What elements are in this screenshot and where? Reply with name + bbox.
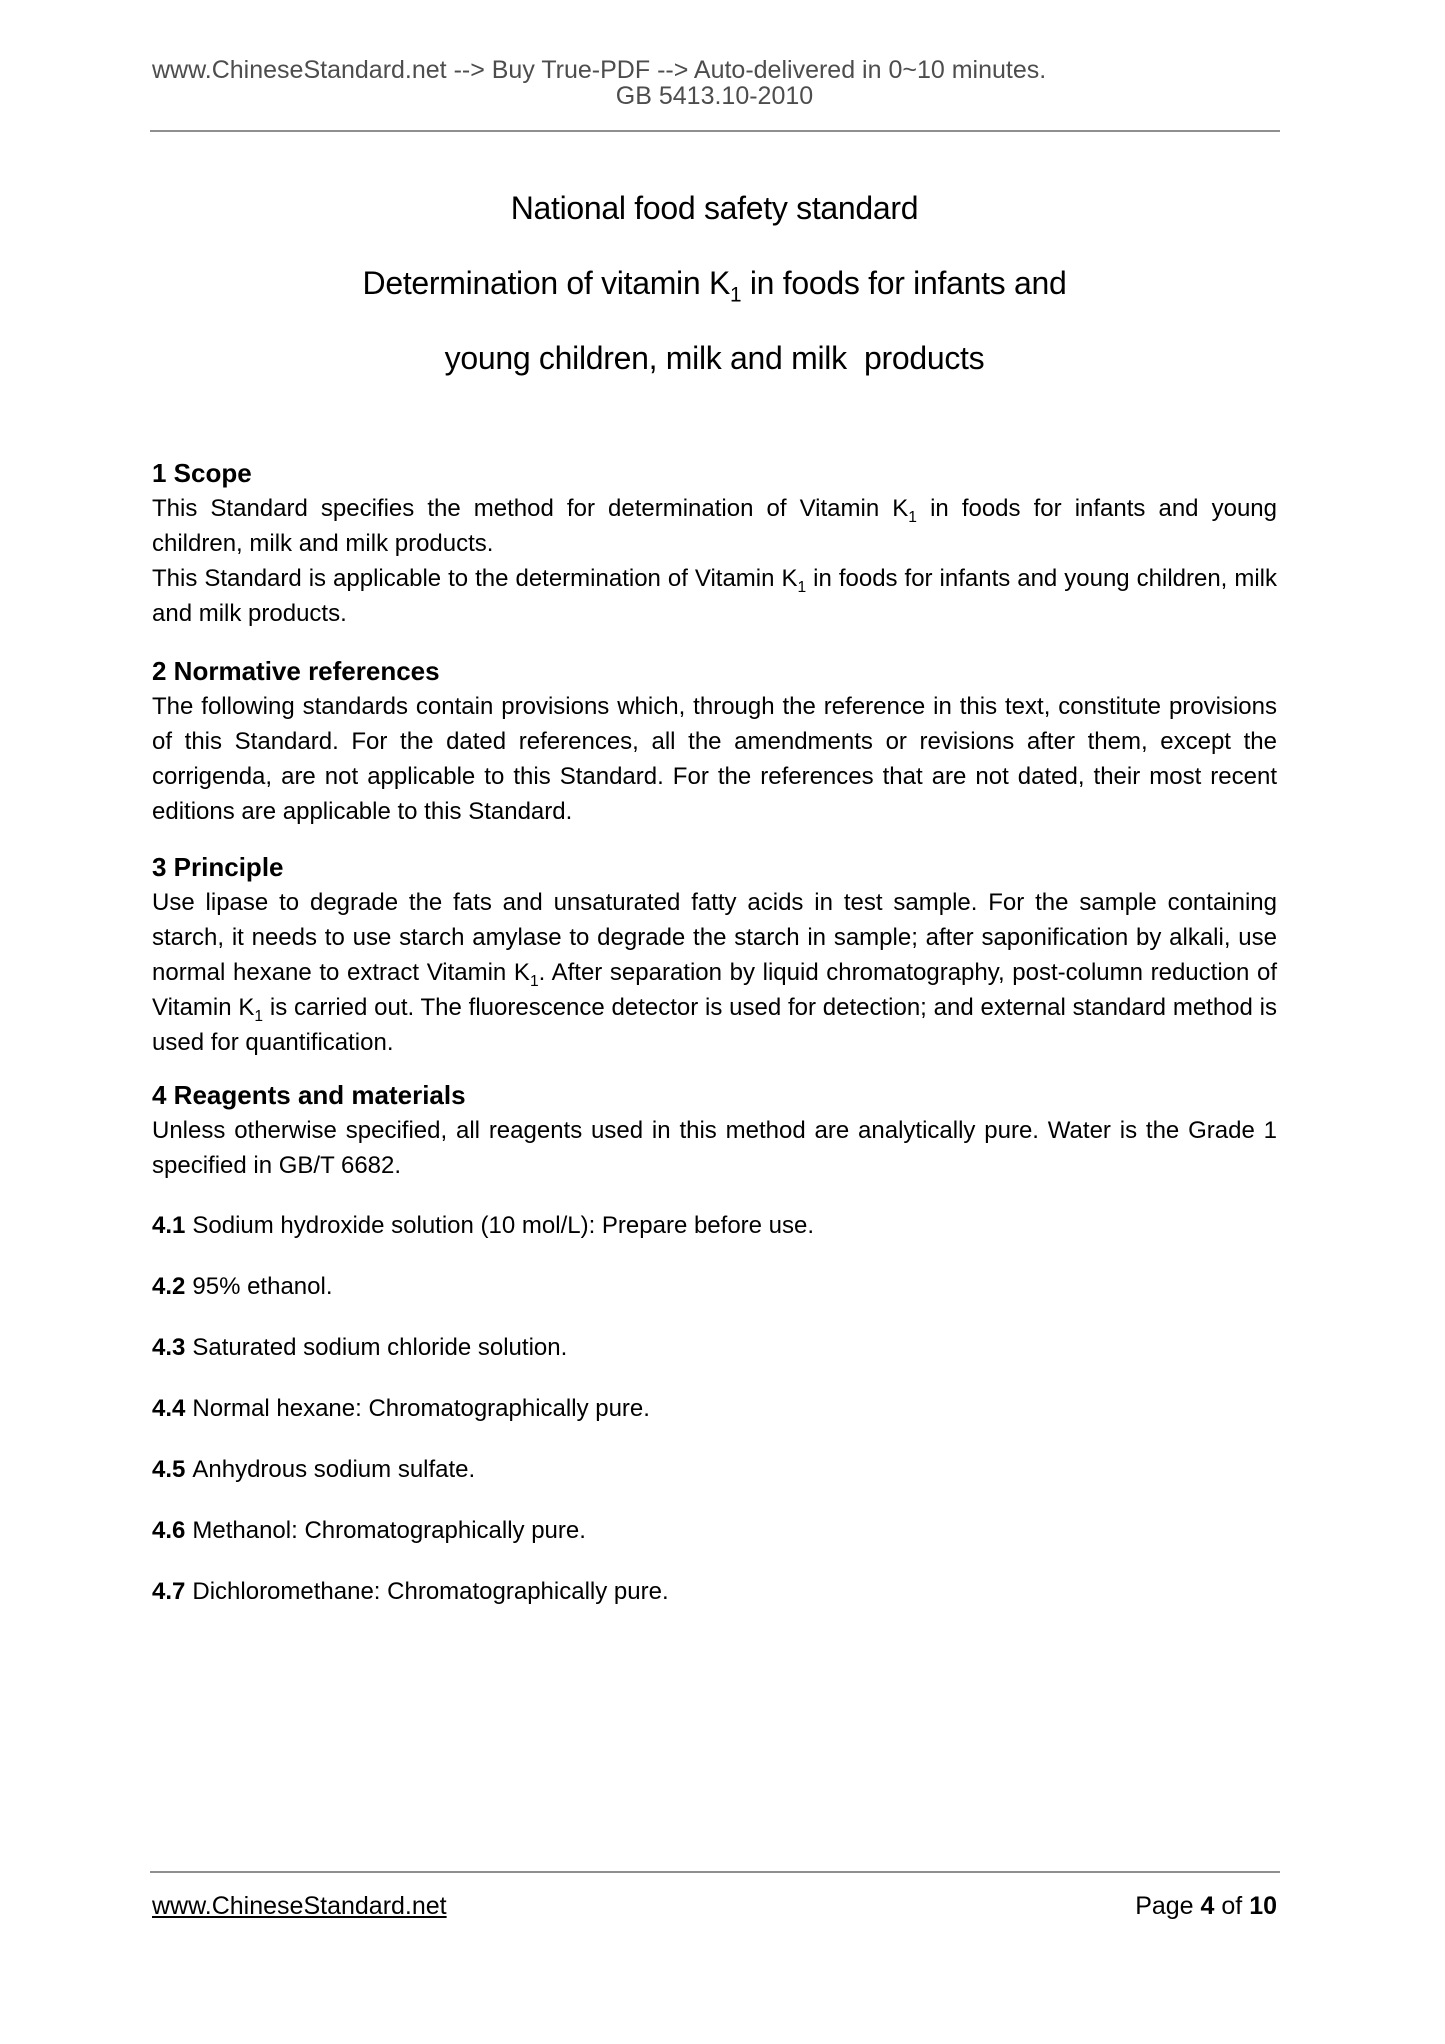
section-heading-reagents: 4 Reagents and materials	[152, 1080, 466, 1110]
document-title	[152, 186, 1277, 380]
title-line-2: Determination of vitamin $K_1$ in foods for infants and	[362, 265, 1067, 307]
reagent-item	[152, 1513, 1277, 1549]
header-standard-code: GB 5413.10-2010	[615, 82, 814, 110]
reagent-item-number: 4.4	[152, 1395, 186, 1422]
section-heading-principle: 3 Principle	[152, 852, 284, 882]
reagent-item-number: 4.2	[152, 1273, 186, 1300]
reagent-item	[152, 1208, 1277, 1244]
reagent-item	[152, 1574, 1277, 1610]
reagent-item-text: Sodium hydroxide solution (10 mol/L): Prepare before use.	[192, 1212, 815, 1239]
reagent-item-text: Normal hexane: Chromatographically pure.	[192, 1395, 650, 1422]
section-heading-normative-references: 2 Normative references	[152, 656, 440, 686]
scope-paragraph-1: This Standard specifies the method for determination of Vitamin $K_1$ in foods for infants and young children, milk and milk products.	[152, 495, 1277, 557]
header-promo-text: www.ChineseStandard.net --> Buy True-PDF --> Auto-delivered in 0~10 minutes.	[152, 56, 1047, 84]
scope-paragraph-2: This Standard is applicable to the determination of Vitamin $K_1$ in foods for infants and young children, milk and milk products.	[152, 565, 1277, 627]
reagent-item-text: Dichloromethane: Chromatographically pure.	[192, 1578, 669, 1605]
reagent-item	[152, 1452, 1277, 1488]
reagent-item-number: 4.7	[152, 1578, 186, 1605]
title-line-3: young children, milk and milk products	[444, 340, 985, 376]
header-divider	[150, 130, 1280, 132]
reagent-item	[152, 1391, 1277, 1427]
reagent-item-text: Saturated sodium chloride solution.	[192, 1334, 568, 1361]
reagents-intro-paragraph: Unless otherwise specified, all reagents used in this method are analytically pure. Water is the Grade 1 specified in GB/T 6682.	[152, 1117, 1277, 1179]
footer	[152, 1891, 1277, 1921]
reagent-item-number: 4.5	[152, 1456, 186, 1483]
section-heading-scope: 1 Scope	[152, 458, 252, 488]
reagent-item-number: 4.3	[152, 1334, 186, 1361]
reagent-item-text: Anhydrous sodium sulfate.	[192, 1456, 476, 1483]
title-line-1: National food safety standard	[510, 190, 919, 226]
reagent-item-number: 4.6	[152, 1517, 186, 1544]
reagent-item-text: Methanol: Chromatographically pure.	[192, 1517, 586, 1544]
reagent-item-number: 4.1	[152, 1212, 186, 1239]
reagent-item-text: 95% ethanol.	[192, 1273, 333, 1300]
normative-references-paragraph: The following standards contain provisions which, through the reference in this text, constitute provisions of this Standard. For the dated references, all the amendments or revisions after them, except the corrigenda, are not applicable to this Standard. For the references that are not dated, their most recent editions are applicable to this Standard.	[152, 693, 1277, 825]
footer-website-link[interactable]: www.ChineseStandard.net	[152, 1892, 447, 1920]
reagent-item	[152, 1269, 1277, 1305]
principle-paragraph: Use lipase to degrade the fats and unsaturated fatty acids in test sample. For the sample containing starch, it needs to use starch amylase to degrade the starch in sample; after saponification by alkali, use normal hexane to extract Vitamin $K_1$. After separation by liquid chromatography, post-column reduction of Vitamin $K_1$ is carried out. The fluorescence detector is used for detection; and external standard method is used for quantification.	[152, 889, 1278, 1056]
footer-page-number: Page 4 of 10	[1135, 1892, 1277, 1920]
reagent-item	[152, 1330, 1277, 1366]
footer-divider	[150, 1871, 1280, 1873]
